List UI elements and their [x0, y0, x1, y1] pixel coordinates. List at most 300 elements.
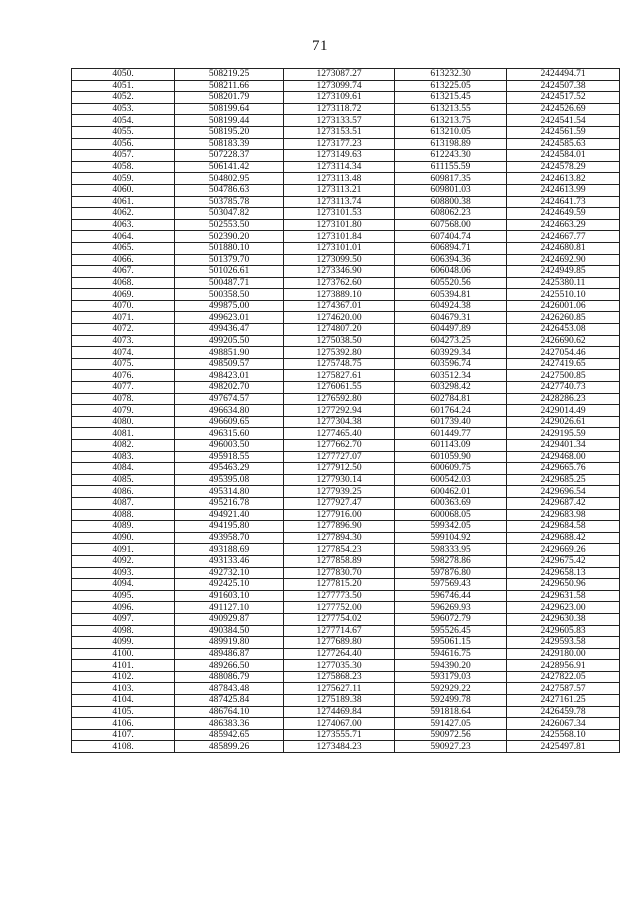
x1-coordinate-cell: 493188.69: [175, 544, 284, 556]
x1-coordinate-cell: 496609.65: [175, 416, 284, 428]
table-row: [72, 184, 620, 196]
y2-coordinate-cell: 2424507.38: [507, 80, 620, 92]
table-row: [72, 370, 620, 382]
point-number-cell: 4095.: [72, 590, 175, 602]
y1-coordinate-cell: 1274067.00: [284, 718, 395, 730]
y1-coordinate-cell: 1273099.50: [284, 254, 395, 266]
point-number-cell: 4087.: [72, 497, 175, 509]
point-number-cell: 4101.: [72, 660, 175, 672]
y1-coordinate-cell: 1277854.23: [284, 544, 395, 556]
y2-coordinate-cell: 2429669.26: [507, 544, 620, 556]
table-row: [72, 416, 620, 428]
x1-coordinate-cell: 498509.57: [175, 358, 284, 370]
table-row: [72, 335, 620, 347]
table-row: [72, 729, 620, 741]
x1-coordinate-cell: 494921.40: [175, 509, 284, 521]
y1-coordinate-cell: 1277035.30: [284, 660, 395, 672]
page-number: 71: [312, 38, 328, 54]
y2-coordinate-cell: 2429401.34: [507, 440, 620, 452]
point-number-cell: 4059.: [72, 173, 175, 185]
x2-coordinate-cell: 606894.71: [395, 242, 507, 254]
x2-coordinate-cell: 613213.55: [395, 103, 507, 115]
y1-coordinate-cell: 1273484.23: [284, 741, 395, 753]
point-number-cell: 4053.: [72, 103, 175, 115]
y2-coordinate-cell: 2424613.82: [507, 173, 620, 185]
table-row: [72, 567, 620, 579]
y2-coordinate-cell: 2427161.25: [507, 695, 620, 707]
table-row: [72, 161, 620, 173]
point-number-cell: 4056.: [72, 138, 175, 150]
y1-coordinate-cell: 1274367.01: [284, 300, 395, 312]
point-number-cell: 4103.: [72, 683, 175, 695]
x1-coordinate-cell: 489266.50: [175, 660, 284, 672]
point-number-cell: 4072.: [72, 324, 175, 336]
table-row: [72, 544, 620, 556]
y2-coordinate-cell: 2424667.77: [507, 231, 620, 243]
x2-coordinate-cell: 599104.92: [395, 532, 507, 544]
y1-coordinate-cell: 1273101.84: [284, 231, 395, 243]
y2-coordinate-cell: 2427740.73: [507, 382, 620, 394]
x2-coordinate-cell: 613215.45: [395, 92, 507, 104]
x2-coordinate-cell: 601449.77: [395, 428, 507, 440]
x2-coordinate-cell: 605394.81: [395, 289, 507, 301]
point-number-cell: 4073.: [72, 335, 175, 347]
y1-coordinate-cell: 1277927.47: [284, 497, 395, 509]
x2-coordinate-cell: 600609.75: [395, 463, 507, 475]
y2-coordinate-cell: 2429593.58: [507, 637, 620, 649]
x2-coordinate-cell: 592499.78: [395, 695, 507, 707]
table-row: [72, 695, 620, 707]
y2-coordinate-cell: 2427587.57: [507, 683, 620, 695]
y2-coordinate-cell: 2429180.00: [507, 648, 620, 660]
y2-coordinate-cell: 2429658.13: [507, 567, 620, 579]
point-number-cell: 4077.: [72, 382, 175, 394]
table-row: [72, 312, 620, 324]
y1-coordinate-cell: 1277894.30: [284, 532, 395, 544]
y2-coordinate-cell: 2424680.81: [507, 242, 620, 254]
y1-coordinate-cell: 1273099.74: [284, 80, 395, 92]
x1-coordinate-cell: 496003.50: [175, 440, 284, 452]
point-number-cell: 4079.: [72, 405, 175, 417]
x2-coordinate-cell: 601059.90: [395, 451, 507, 463]
x2-coordinate-cell: 594616.75: [395, 648, 507, 660]
y1-coordinate-cell: 1273114.34: [284, 161, 395, 173]
table-row: [72, 347, 620, 359]
x1-coordinate-cell: 504786.63: [175, 184, 284, 196]
y2-coordinate-cell: 2427822.05: [507, 671, 620, 683]
table-row: [72, 126, 620, 138]
y2-coordinate-cell: 2429688.42: [507, 532, 620, 544]
y1-coordinate-cell: 1277727.07: [284, 451, 395, 463]
table-row: [72, 358, 620, 370]
point-number-cell: 4102.: [72, 671, 175, 683]
x1-coordinate-cell: 508199.64: [175, 103, 284, 115]
x1-coordinate-cell: 499205.50: [175, 335, 284, 347]
y2-coordinate-cell: 2424641.73: [507, 196, 620, 208]
table-row: [72, 266, 620, 278]
y1-coordinate-cell: 1276061.55: [284, 382, 395, 394]
x2-coordinate-cell: 598278.86: [395, 555, 507, 567]
y1-coordinate-cell: 1275827.61: [284, 370, 395, 382]
table-row: [72, 637, 620, 649]
table-row: [72, 69, 620, 81]
y1-coordinate-cell: 1273153.51: [284, 126, 395, 138]
y2-coordinate-cell: 2424494.71: [507, 69, 620, 81]
table-row: [72, 219, 620, 231]
x1-coordinate-cell: 501379.70: [175, 254, 284, 266]
table-row: [72, 509, 620, 521]
x2-coordinate-cell: 603596.74: [395, 358, 507, 370]
x1-coordinate-cell: 508201.79: [175, 92, 284, 104]
x1-coordinate-cell: 501026.61: [175, 266, 284, 278]
y2-coordinate-cell: 2426260.85: [507, 312, 620, 324]
y1-coordinate-cell: 1273133.57: [284, 115, 395, 127]
y2-coordinate-cell: 2424561.59: [507, 126, 620, 138]
point-number-cell: 4071.: [72, 312, 175, 324]
point-number-cell: 4051.: [72, 80, 175, 92]
point-number-cell: 4089.: [72, 521, 175, 533]
x1-coordinate-cell: 485942.65: [175, 729, 284, 741]
x2-coordinate-cell: 595061.15: [395, 637, 507, 649]
x1-coordinate-cell: 488086.79: [175, 671, 284, 683]
x2-coordinate-cell: 600542.03: [395, 474, 507, 486]
y1-coordinate-cell: 1277939.25: [284, 486, 395, 498]
x1-coordinate-cell: 494195.80: [175, 521, 284, 533]
x1-coordinate-cell: 498423.01: [175, 370, 284, 382]
x1-coordinate-cell: 507228.37: [175, 150, 284, 162]
y1-coordinate-cell: 1277292.94: [284, 405, 395, 417]
y1-coordinate-cell: 1273118.72: [284, 103, 395, 115]
x1-coordinate-cell: 486764.10: [175, 706, 284, 718]
point-number-cell: 4082.: [72, 440, 175, 452]
y1-coordinate-cell: 1273113.21: [284, 184, 395, 196]
y1-coordinate-cell: 1274469.84: [284, 706, 395, 718]
y1-coordinate-cell: 1277916.00: [284, 509, 395, 521]
y2-coordinate-cell: 2424949.85: [507, 266, 620, 278]
point-number-cell: 4104.: [72, 695, 175, 707]
y2-coordinate-cell: 2429650.96: [507, 579, 620, 591]
y2-coordinate-cell: 2427500.85: [507, 370, 620, 382]
table-row: [72, 741, 620, 753]
table-row: [72, 474, 620, 486]
y1-coordinate-cell: 1274620.00: [284, 312, 395, 324]
y1-coordinate-cell: 1273101.80: [284, 219, 395, 231]
table-row: [72, 497, 620, 509]
y1-coordinate-cell: 1277773.50: [284, 590, 395, 602]
table-row: [72, 405, 620, 417]
x1-coordinate-cell: 506141.42: [175, 161, 284, 173]
point-number-cell: 4100.: [72, 648, 175, 660]
x1-coordinate-cell: 496634.80: [175, 405, 284, 417]
y1-coordinate-cell: 1274807.20: [284, 324, 395, 336]
y1-coordinate-cell: 1275189.38: [284, 695, 395, 707]
x2-coordinate-cell: 596269.93: [395, 602, 507, 614]
table-row: [72, 231, 620, 243]
coordinate-table: [71, 68, 620, 753]
y2-coordinate-cell: 2429685.25: [507, 474, 620, 486]
table-row: [72, 590, 620, 602]
y2-coordinate-cell: 2429630.38: [507, 613, 620, 625]
coordinate-table-body: [72, 69, 620, 753]
x1-coordinate-cell: 492732.10: [175, 567, 284, 579]
table-row: [72, 706, 620, 718]
point-number-cell: 4061.: [72, 196, 175, 208]
x2-coordinate-cell: 597569.43: [395, 579, 507, 591]
point-number-cell: 4058.: [72, 161, 175, 173]
table-row: [72, 648, 620, 660]
point-number-cell: 4065.: [72, 242, 175, 254]
x1-coordinate-cell: 500487.71: [175, 277, 284, 289]
point-number-cell: 4067.: [72, 266, 175, 278]
x1-coordinate-cell: 498851.90: [175, 347, 284, 359]
y1-coordinate-cell: 1273113.48: [284, 173, 395, 185]
x2-coordinate-cell: 606394.36: [395, 254, 507, 266]
point-number-cell: 4074.: [72, 347, 175, 359]
point-number-cell: 4094.: [72, 579, 175, 591]
point-number-cell: 4064.: [72, 231, 175, 243]
x1-coordinate-cell: 487843.48: [175, 683, 284, 695]
y1-coordinate-cell: 1275038.50: [284, 335, 395, 347]
y2-coordinate-cell: 2426067.34: [507, 718, 620, 730]
x1-coordinate-cell: 491127.10: [175, 602, 284, 614]
y1-coordinate-cell: 1277815.20: [284, 579, 395, 591]
table-row: [72, 486, 620, 498]
x1-coordinate-cell: 495395.08: [175, 474, 284, 486]
y2-coordinate-cell: 2424584.01: [507, 150, 620, 162]
point-number-cell: 4099.: [72, 637, 175, 649]
table-row: [72, 254, 620, 266]
y2-coordinate-cell: 2425497.81: [507, 741, 620, 753]
point-number-cell: 4076.: [72, 370, 175, 382]
point-number-cell: 4086.: [72, 486, 175, 498]
y1-coordinate-cell: 1276592.80: [284, 393, 395, 405]
x1-coordinate-cell: 508195.20: [175, 126, 284, 138]
y1-coordinate-cell: 1273555.71: [284, 729, 395, 741]
point-number-cell: 4069.: [72, 289, 175, 301]
x2-coordinate-cell: 598333.95: [395, 544, 507, 556]
point-number-cell: 4096.: [72, 602, 175, 614]
table-row: [72, 150, 620, 162]
table-row: [72, 463, 620, 475]
table-row: [72, 602, 620, 614]
y1-coordinate-cell: 1277264.40: [284, 648, 395, 660]
table-row: [72, 671, 620, 683]
x1-coordinate-cell: 491603.10: [175, 590, 284, 602]
y2-coordinate-cell: 2427054.46: [507, 347, 620, 359]
y2-coordinate-cell: 2424526.69: [507, 103, 620, 115]
x2-coordinate-cell: 593179.03: [395, 671, 507, 683]
y2-coordinate-cell: 2424585.63: [507, 138, 620, 150]
y1-coordinate-cell: 1277714.67: [284, 625, 395, 637]
point-number-cell: 4097.: [72, 613, 175, 625]
y1-coordinate-cell: 1273889.10: [284, 289, 395, 301]
point-number-cell: 4085.: [72, 474, 175, 486]
point-number-cell: 4091.: [72, 544, 175, 556]
y2-coordinate-cell: 2429675.42: [507, 555, 620, 567]
x1-coordinate-cell: 495216.78: [175, 497, 284, 509]
x2-coordinate-cell: 590972.56: [395, 729, 507, 741]
x1-coordinate-cell: 496315.60: [175, 428, 284, 440]
x2-coordinate-cell: 592929.22: [395, 683, 507, 695]
y1-coordinate-cell: 1273113.74: [284, 196, 395, 208]
x1-coordinate-cell: 487425.84: [175, 695, 284, 707]
x1-coordinate-cell: 485899.26: [175, 741, 284, 753]
y2-coordinate-cell: 2429683.98: [507, 509, 620, 521]
y1-coordinate-cell: 1273149.63: [284, 150, 395, 162]
x2-coordinate-cell: 604273.25: [395, 335, 507, 347]
x1-coordinate-cell: 489486.87: [175, 648, 284, 660]
x2-coordinate-cell: 590927.23: [395, 741, 507, 753]
x2-coordinate-cell: 595526.45: [395, 625, 507, 637]
y2-coordinate-cell: 2427419.65: [507, 358, 620, 370]
x2-coordinate-cell: 594390.20: [395, 660, 507, 672]
y2-coordinate-cell: 2424649.59: [507, 208, 620, 220]
x2-coordinate-cell: 603512.34: [395, 370, 507, 382]
x2-coordinate-cell: 611155.59: [395, 161, 507, 173]
point-number-cell: 4078.: [72, 393, 175, 405]
x2-coordinate-cell: 613210.05: [395, 126, 507, 138]
point-number-cell: 4075.: [72, 358, 175, 370]
x1-coordinate-cell: 497674.57: [175, 393, 284, 405]
x2-coordinate-cell: 603929.34: [395, 347, 507, 359]
x1-coordinate-cell: 504802.95: [175, 173, 284, 185]
table-row: [72, 660, 620, 672]
x1-coordinate-cell: 495314.80: [175, 486, 284, 498]
x1-coordinate-cell: 490384.50: [175, 625, 284, 637]
table-row: [72, 683, 620, 695]
y1-coordinate-cell: 1273101.53: [284, 208, 395, 220]
y1-coordinate-cell: 1277830.70: [284, 567, 395, 579]
point-number-cell: 4057.: [72, 150, 175, 162]
x2-coordinate-cell: 608800.38: [395, 196, 507, 208]
y2-coordinate-cell: 2429696.54: [507, 486, 620, 498]
y1-coordinate-cell: 1277754.02: [284, 613, 395, 625]
y2-coordinate-cell: 2428286.23: [507, 393, 620, 405]
y1-coordinate-cell: 1273762.60: [284, 277, 395, 289]
point-number-cell: 4092.: [72, 555, 175, 567]
point-number-cell: 4063.: [72, 219, 175, 231]
y2-coordinate-cell: 2429665.76: [507, 463, 620, 475]
x1-coordinate-cell: 501880.10: [175, 242, 284, 254]
x2-coordinate-cell: 607568.00: [395, 219, 507, 231]
x1-coordinate-cell: 493958.70: [175, 532, 284, 544]
x1-coordinate-cell: 492425.10: [175, 579, 284, 591]
y2-coordinate-cell: 2425510.10: [507, 289, 620, 301]
x2-coordinate-cell: 591818.64: [395, 706, 507, 718]
x1-coordinate-cell: 508199.44: [175, 115, 284, 127]
x1-coordinate-cell: 495463.29: [175, 463, 284, 475]
table-row: [72, 289, 620, 301]
table-row: [72, 324, 620, 336]
y1-coordinate-cell: 1273109.61: [284, 92, 395, 104]
point-number-cell: 4068.: [72, 277, 175, 289]
table-row: [72, 80, 620, 92]
x2-coordinate-cell: 604497.89: [395, 324, 507, 336]
y2-coordinate-cell: 2429026.61: [507, 416, 620, 428]
point-number-cell: 4050.: [72, 69, 175, 81]
table-row: [72, 277, 620, 289]
x1-coordinate-cell: 503047.82: [175, 208, 284, 220]
x1-coordinate-cell: 503785.78: [175, 196, 284, 208]
y2-coordinate-cell: 2424613.99: [507, 184, 620, 196]
x2-coordinate-cell: 612243.30: [395, 150, 507, 162]
x2-coordinate-cell: 604679.31: [395, 312, 507, 324]
table-row: [72, 613, 620, 625]
point-number-cell: 4093.: [72, 567, 175, 579]
table-row: [72, 208, 620, 220]
table-row: [72, 300, 620, 312]
point-number-cell: 4106.: [72, 718, 175, 730]
y2-coordinate-cell: 2429014.49: [507, 405, 620, 417]
point-number-cell: 4088.: [72, 509, 175, 521]
point-number-cell: 4062.: [72, 208, 175, 220]
y2-coordinate-cell: 2424692.90: [507, 254, 620, 266]
point-number-cell: 4070.: [72, 300, 175, 312]
y2-coordinate-cell: 2425568.10: [507, 729, 620, 741]
y2-coordinate-cell: 2429684.58: [507, 521, 620, 533]
point-number-cell: 4105.: [72, 706, 175, 718]
y2-coordinate-cell: 2429195.59: [507, 428, 620, 440]
x1-coordinate-cell: 489919.80: [175, 637, 284, 649]
point-number-cell: 4108.: [72, 741, 175, 753]
x2-coordinate-cell: 613213.75: [395, 115, 507, 127]
table-row: [72, 555, 620, 567]
x2-coordinate-cell: 599342.05: [395, 521, 507, 533]
y1-coordinate-cell: 1275868.23: [284, 671, 395, 683]
y2-coordinate-cell: 2429468.00: [507, 451, 620, 463]
y2-coordinate-cell: 2424517.52: [507, 92, 620, 104]
x1-coordinate-cell: 499436.47: [175, 324, 284, 336]
x2-coordinate-cell: 600363.69: [395, 497, 507, 509]
y1-coordinate-cell: 1277662.70: [284, 440, 395, 452]
y2-coordinate-cell: 2424578.29: [507, 161, 620, 173]
table-row: [72, 242, 620, 254]
y2-coordinate-cell: 2426690.62: [507, 335, 620, 347]
x2-coordinate-cell: 613232.30: [395, 69, 507, 81]
table-row: [72, 440, 620, 452]
y1-coordinate-cell: 1275627.11: [284, 683, 395, 695]
table-row: [72, 579, 620, 591]
x1-coordinate-cell: 498202.70: [175, 382, 284, 394]
x1-coordinate-cell: 486383.36: [175, 718, 284, 730]
x2-coordinate-cell: 596072.79: [395, 613, 507, 625]
point-number-cell: 4081.: [72, 428, 175, 440]
x1-coordinate-cell: 499875.00: [175, 300, 284, 312]
y2-coordinate-cell: 2429631.58: [507, 590, 620, 602]
y1-coordinate-cell: 1277304.38: [284, 416, 395, 428]
x2-coordinate-cell: 602784.81: [395, 393, 507, 405]
y2-coordinate-cell: 2424541.54: [507, 115, 620, 127]
x2-coordinate-cell: 607404.74: [395, 231, 507, 243]
x2-coordinate-cell: 608062.23: [395, 208, 507, 220]
x2-coordinate-cell: 613198.89: [395, 138, 507, 150]
x2-coordinate-cell: 609801.03: [395, 184, 507, 196]
point-number-cell: 4107.: [72, 729, 175, 741]
x2-coordinate-cell: 596746.44: [395, 590, 507, 602]
table-row: [72, 451, 620, 463]
x1-coordinate-cell: 493133.46: [175, 555, 284, 567]
y1-coordinate-cell: 1273346.90: [284, 266, 395, 278]
table-row: [72, 382, 620, 394]
table-row: [72, 428, 620, 440]
point-number-cell: 4060.: [72, 184, 175, 196]
table-row: [72, 115, 620, 127]
point-number-cell: 4084.: [72, 463, 175, 475]
x1-coordinate-cell: 490929.87: [175, 613, 284, 625]
point-number-cell: 4052.: [72, 92, 175, 104]
x1-coordinate-cell: 502390.20: [175, 231, 284, 243]
x1-coordinate-cell: 508211.66: [175, 80, 284, 92]
